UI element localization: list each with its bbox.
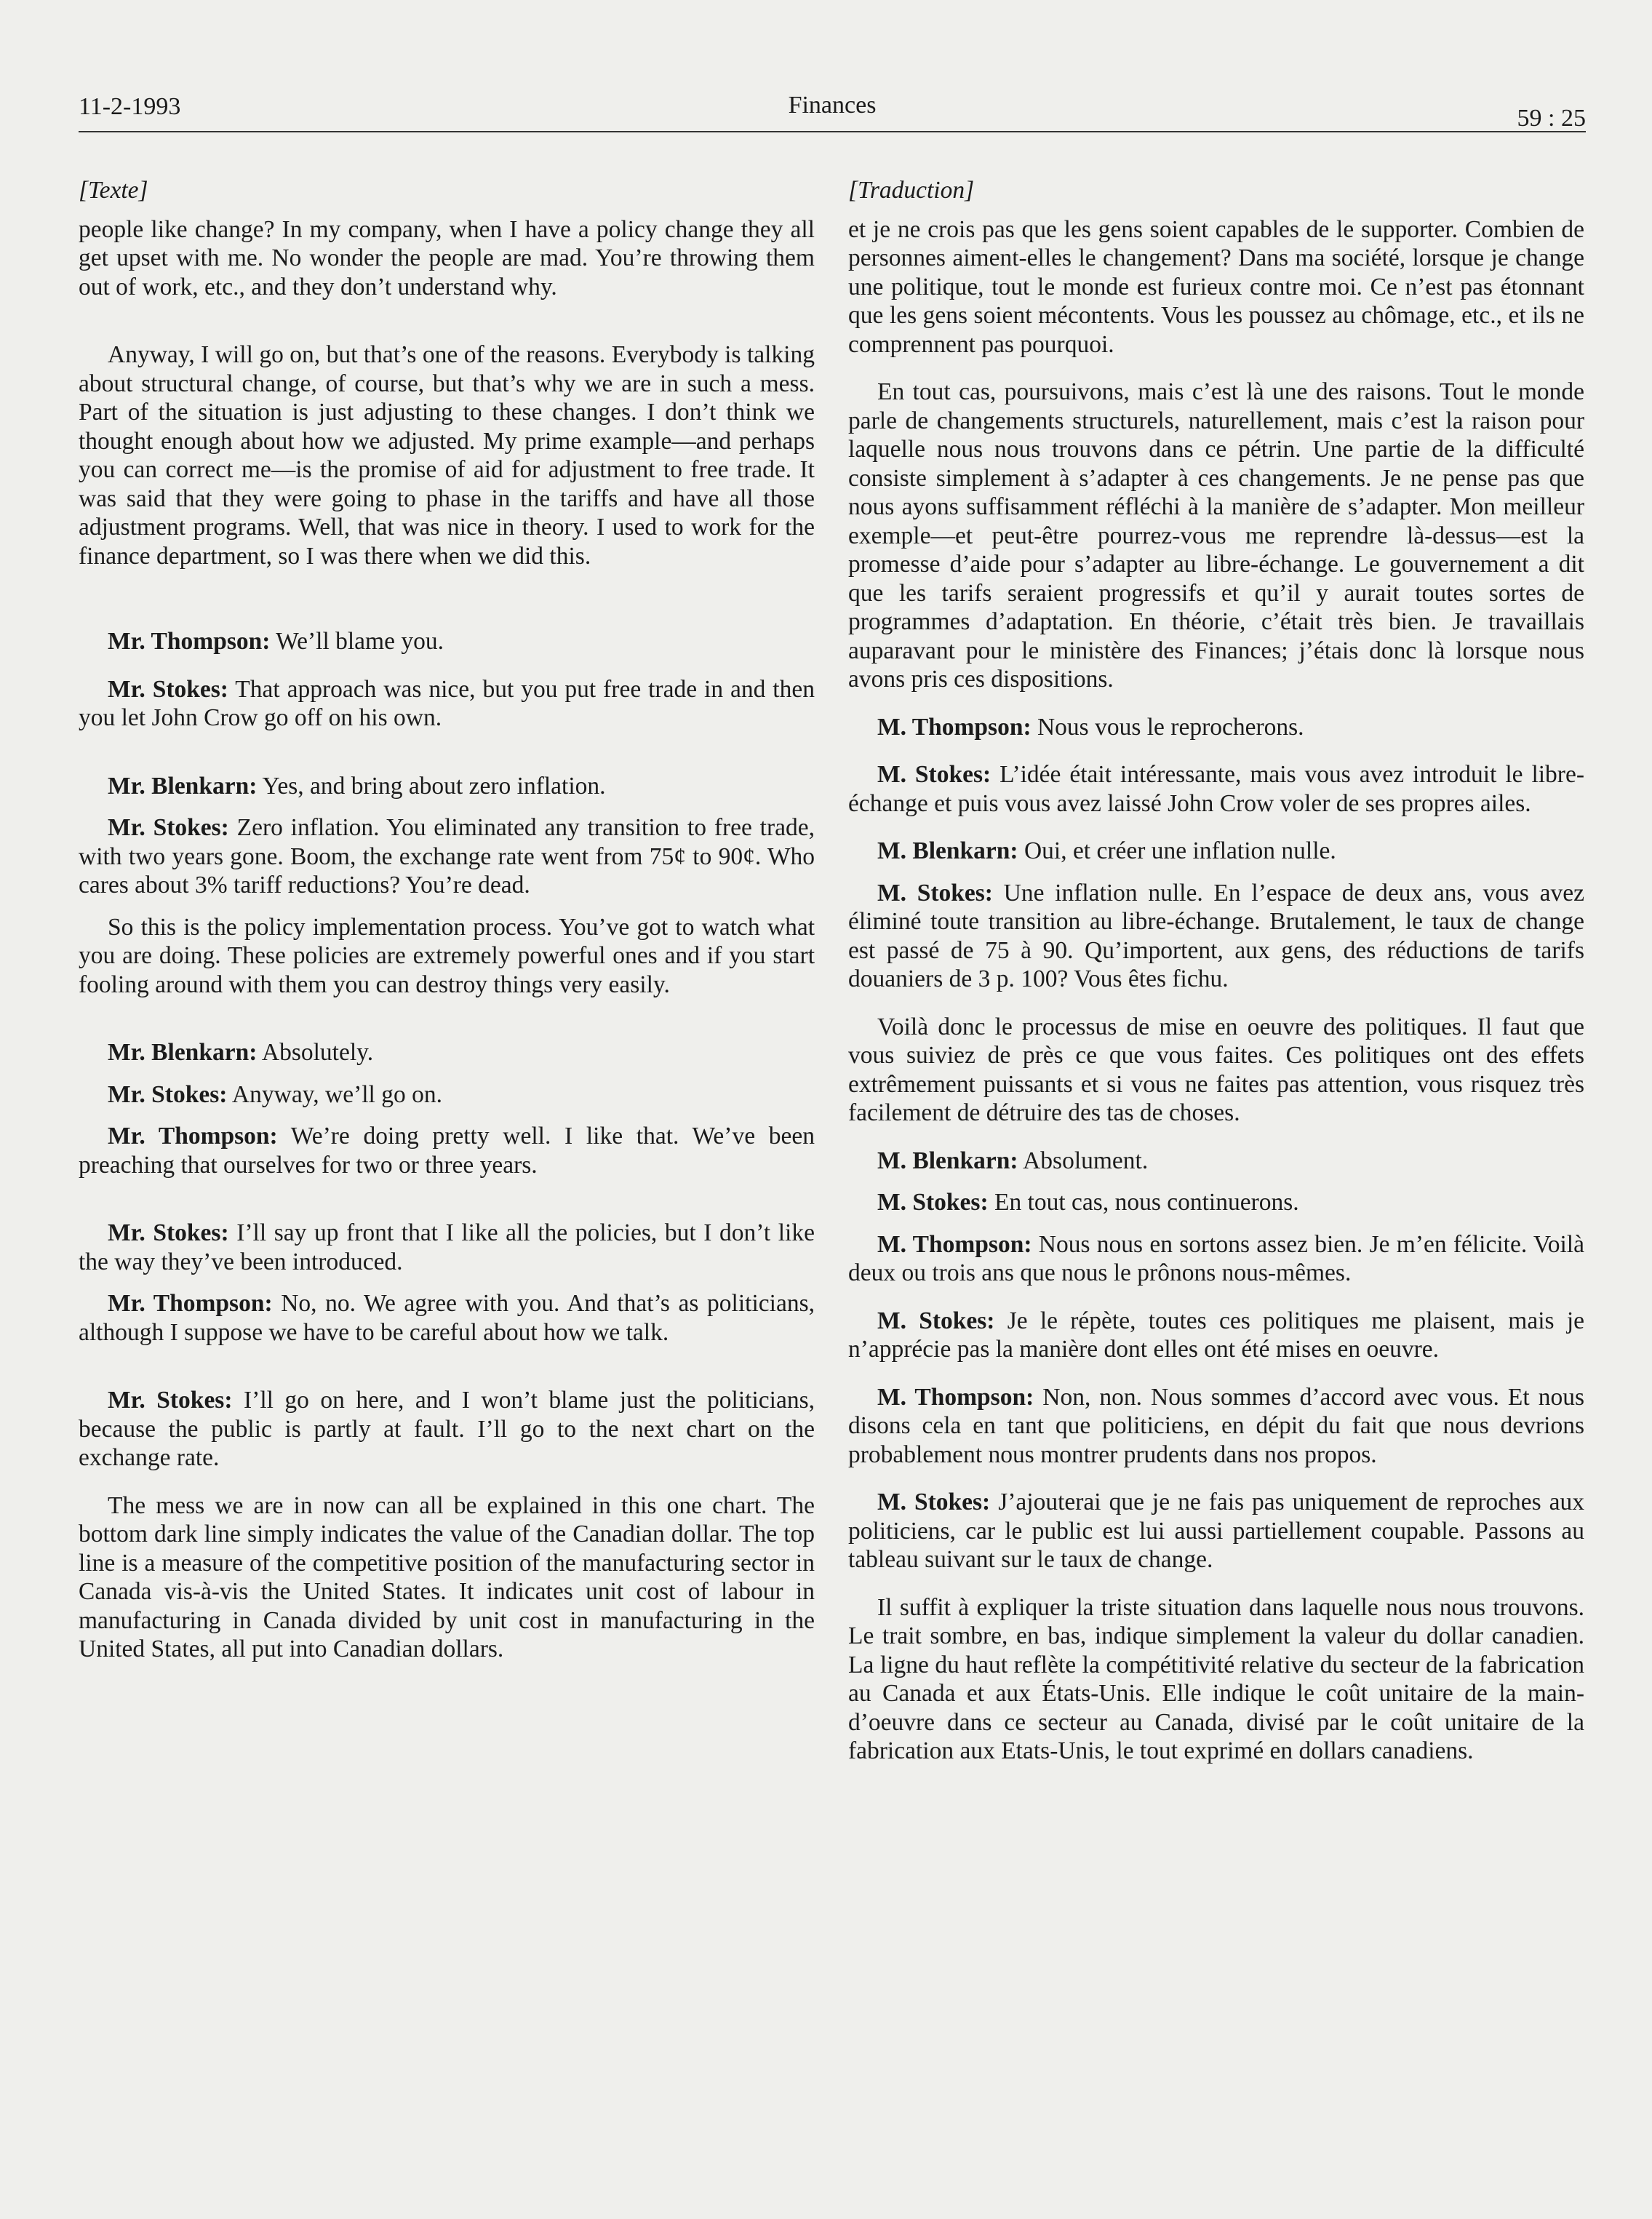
speech-text: Oui, et créer une inflation nulle. — [1018, 837, 1336, 864]
speech-text: En tout cas, nous continuerons. — [988, 1189, 1299, 1216]
header-rule — [79, 131, 1586, 132]
speaker-name: M. Thompson: — [877, 1383, 1034, 1411]
speech-text: I’ll say up front that I like all the policies, but I don’t like the way they’ve been introduced. — [79, 1219, 815, 1275]
speaker-name: Mr. Blenkarn: — [108, 1039, 258, 1066]
speaker-paragraph — [848, 1230, 1584, 1288]
english-column — [79, 176, 815, 1664]
speaker-paragraph — [848, 1488, 1584, 1574]
speaker-name: Mr. Stokes: — [108, 814, 229, 841]
paragraph: Voilà donc le processus de mise en oeuvre des politiques. Il faut que vous suiviez de près ce que vous faites. Ces politiques ont des effets extrêmement puissants et si vous ne faites pas attention, vous risquez très facilement de détruire des tas de choses. — [848, 1013, 1584, 1126]
speech-text: Absolument. — [1018, 1147, 1149, 1174]
speaker-name: M. Blenkarn: — [877, 1147, 1018, 1174]
speech-text: Nous nous en sortons assez bien. Je m’en félicite. Voilà deux ou trois ans que nous le prônons nous-mêmes. — [848, 1230, 1584, 1286]
speaker-paragraph — [79, 675, 815, 733]
paragraph: Anyway, I will go on, but that’s one of the reasons. Everybody is talking about structural change, of course, but that’s why we are in such a mess. Part of the situation is just adjusting to these changes. I don’t think we thought enough about how we adjusted. My prime example—and perhaps you can correct me—is the promise of aid for adjustment to free trade. It was said that they were going to phase in the tariffs and have all those adjustment programs. Well, that was nice in theory. I used to work for the finance department, so I was there when we did this. — [79, 341, 815, 570]
speaker-paragraph — [848, 1147, 1584, 1176]
speaker-paragraph — [79, 772, 815, 801]
speaker-paragraph — [79, 1080, 815, 1110]
paragraph: En tout cas, poursuivons, mais c’est là une des raisons. Tout le monde parle de changements structurels, naturellement, mais c’est la raison pour laquelle nous nous trouvons dans ce pétrin. Une partie de la difficulté consiste simplement à s’adapter à ces changements. Je ne pense pas que nous ayons suffisamment réfléchi à la manière de s’adapter. Mon meilleur exemple—et peut-être pourrez-vous me reprendre là-dessus—est la promesse d’aide pour s’adapter au libre-échange. Le gouvernement a dit que les tarifs seraient progressifs et qu’il y aurait toutes sortes de programmes d’adaptation. En théorie, c’était très bien. Je travaillais auparavant pour le ministère des Finances; j’étais donc là lorsque nous avons pris ces dispositions. — [848, 378, 1584, 693]
paragraph: et je ne crois pas que les gens soient capables de le supporter. Combien de personnes aiment-elles le changement? Dans ma société, lorsque je change une politique, tout le monde est furieux contre moi. Ce n’est pas étonnant que les gens soient mécontents. Vous les poussez au chômage, etc., et ils ne comprennent pas pourquoi. — [848, 215, 1584, 358]
speech-text: Non, non. Nous sommes d’accord avec vous. Et nous disons cela en tant que politiciens, en dépit du fait que nous devrions probablement nous montrer prudents dans nos propos. — [848, 1383, 1584, 1468]
speaker-name: Mr. Thompson: — [108, 1123, 278, 1150]
speech-text: Anyway, we’ll go on. — [227, 1080, 442, 1108]
speaker-paragraph — [79, 813, 815, 900]
speaker-paragraph — [79, 1386, 815, 1473]
speech-text: Nous vous le reprocherons. — [1031, 713, 1304, 741]
speaker-name: M. Blenkarn: — [877, 837, 1018, 864]
speaker-name: M. Stokes: — [877, 1307, 995, 1334]
french-column — [848, 176, 1584, 1766]
page-header — [79, 89, 1586, 132]
column-tag: [Texte] — [79, 177, 148, 204]
speaker-name: Mr. Blenkarn: — [108, 772, 258, 800]
speaker-name: M. Thompson: — [877, 713, 1031, 741]
speaker-paragraph — [848, 1188, 1584, 1217]
speaker-name: Mr. Thompson: — [108, 1290, 273, 1317]
speech-text: Absolutely. — [257, 1039, 374, 1066]
speech-text: J’ajouterai que je ne fais pas uniquement de reproches aux politiciens, car le public est lui aussi partiellement coupable. Passons au tableau suivant sur le taux de change. — [848, 1489, 1584, 1573]
speech-text: Zero inflation. You eliminated any transition to free trade, with two years gone. Boom, the exchange rate went from 75¢ to 90¢. Who cares about 3% tariff reductions? You’re dead. — [79, 814, 815, 899]
speech-text: Yes, and bring about zero inflation. — [257, 772, 606, 800]
speaker-paragraph — [848, 1307, 1584, 1364]
speaker-name: Mr. Stokes: — [108, 1387, 233, 1414]
speech-text: Une inflation nulle. En l’espace de deux ans, vous avez éliminé toute transition au libre-échange. Brutalement, le taux de change est passé de 75 à 90. Qu’importent, aux gens, des réductions de tarifs douaniers de 3 p. 100? Vous êtes fichu. — [848, 879, 1584, 992]
speaker-name: Mr. Thompson: — [108, 628, 271, 655]
speaker-name: Mr. Stokes: — [108, 1080, 228, 1108]
header-page-number: 59 : 25 — [1517, 105, 1586, 132]
speaker-paragraph — [848, 1383, 1584, 1470]
speech-text: We’re doing pretty well. I like that. We’ve been preaching that ourselves for two or three years. — [79, 1123, 815, 1179]
paragraph: Il suffit à expliquer la triste situation dans laquelle nous nous trouvons. Le trait sombre, en bas, indique simplement la valeur du dollar canadien. La ligne du haut reflète la compétitivité relative du secteur de la fabrication au Canada et aux États-Unis. Elle indique le coût unitaire de la main-d’oeuvre dans ce secteur au Canada, divisé par le coût unitaire de la fabrication aux Etats-Unis, le tout exprimé en dollars canadiens. — [848, 1593, 1584, 1764]
paragraph: The mess we are in now can all be explained in this one chart. The bottom dark line simply indicates the value of the Canadian dollar. The top line is a measure of the competitive position of the manufacturing sector in Canada vis-à-vis the United States. It indicates unit cost of labour in manufacturing in Canada divided by unit cost in manufacturing in the United States, all put into Canadian dollars. — [79, 1491, 815, 1662]
speaker-name: M. Stokes: — [877, 879, 993, 907]
speech-text: L’idée était intéressante, mais vous avez introduit le libre-échange et puis vous avez laissé John Crow voler de ses propres ailes. — [848, 761, 1584, 817]
speaker-paragraph — [79, 1289, 815, 1347]
speech-text: That approach was nice, but you put free trade in and then you let John Crow go off on his own. — [79, 675, 815, 731]
speaker-paragraph — [848, 837, 1584, 866]
speaker-name: Mr. Stokes: — [108, 1219, 229, 1246]
speech-text: Je le répète, toutes ces politiques me plaisent, mais je n’apprécie pas la manière dont elles ont été mises en oeuvre. — [848, 1307, 1584, 1363]
speech-text: We’ll blame you. — [270, 628, 444, 655]
speaker-name: Mr. Stokes: — [108, 675, 228, 703]
paragraph: So this is the policy implementation process. You’ve got to watch what you are doing. These policies are extremely powerful ones and if you start fooling around with them you can destroy things very easily. — [79, 913, 815, 998]
speaker-paragraph — [79, 1122, 815, 1179]
speaker-paragraph — [848, 879, 1584, 994]
speaker-name: M. Stokes: — [877, 1489, 991, 1515]
speaker-name: M. Stokes: — [877, 1189, 989, 1216]
speaker-name: M. Stokes: — [877, 761, 991, 788]
speaker-paragraph — [79, 1219, 815, 1276]
column-tag: [Traduction] — [848, 177, 975, 204]
speaker-paragraph — [848, 713, 1584, 742]
header-date: 11-2-1993 — [79, 93, 181, 120]
speaker-paragraph — [79, 1038, 815, 1067]
speaker-paragraph — [848, 760, 1584, 818]
speaker-paragraph — [79, 627, 815, 656]
speech-text: No, no. We agree with you. And that’s as politicians, although I suppose we have to be careful about how we talk. — [79, 1290, 815, 1346]
speaker-name: M. Thompson: — [877, 1230, 1032, 1258]
paragraph: people like change? In my company, when I have a policy change they all get upset with me. No wonder the people are mad. You’re throwing them out of work, etc., and they don’t understand why. — [79, 215, 815, 300]
speech-text: I’ll go on here, and I won’t blame just the politicians, because the public is partly at fault. I’ll go to the next chart on the exchange rate. — [79, 1387, 815, 1471]
header-title: Finances — [788, 92, 877, 119]
